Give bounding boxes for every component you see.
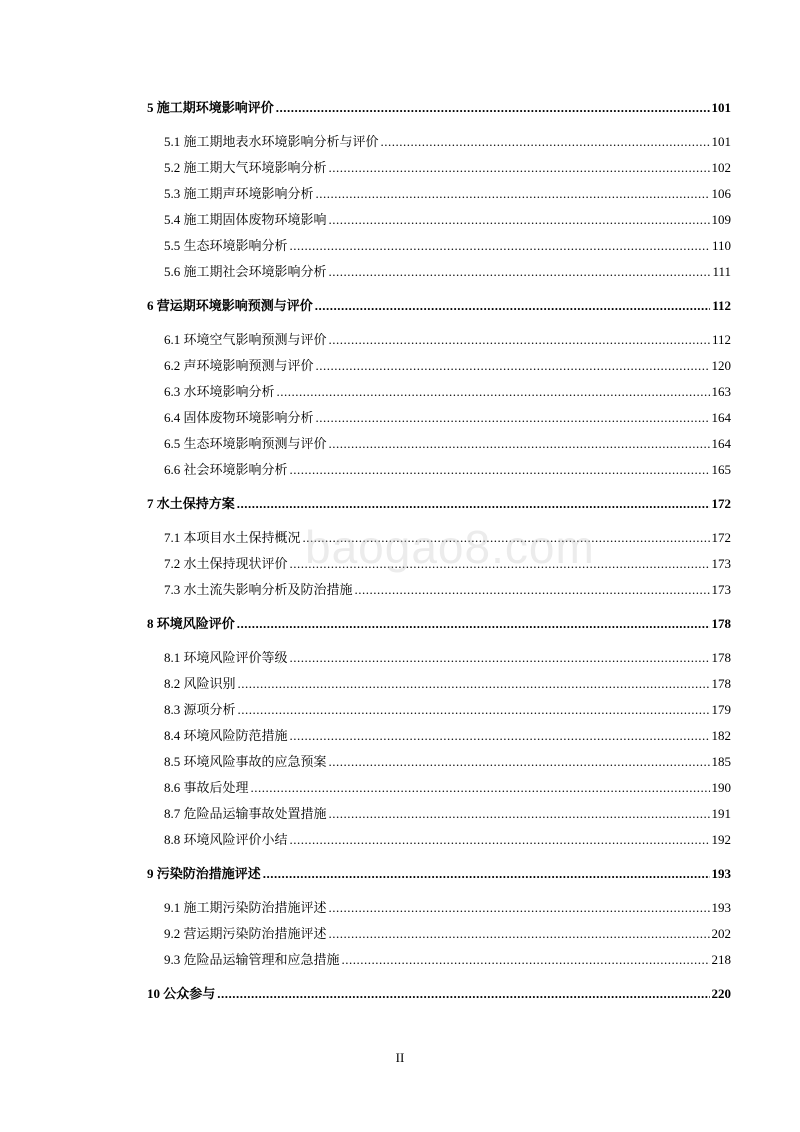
toc-leader-dots (290, 723, 710, 749)
toc-entry-page: 120 (711, 358, 731, 373)
toc-entry-page: 182 (711, 728, 731, 743)
toc-section-entry[interactable] (147, 577, 731, 603)
toc-entry-label: 8.7 危险品运输事故处置措施 (164, 806, 327, 821)
toc-chapter-entry[interactable] (147, 981, 731, 1007)
toc-section-entry[interactable] (147, 947, 731, 973)
toc-entry-page: 218 (711, 952, 731, 967)
toc-leader-dots (329, 801, 710, 827)
toc-section-entry[interactable] (147, 129, 731, 155)
toc-entry-label: 6.3 水环境影响分析 (164, 384, 275, 399)
toc-entry-label: 5.1 施工期地表水环境影响分析与评价 (164, 134, 379, 149)
toc-leader-dots (355, 577, 710, 603)
toc-leader-dots (251, 775, 710, 801)
toc-leader-dots (316, 181, 710, 207)
toc-section-entry[interactable] (147, 921, 731, 947)
toc-entry-label: 7.2 水土保持现状评价 (164, 556, 288, 571)
toc-section-entry[interactable] (147, 645, 731, 671)
toc-leader-dots (329, 207, 710, 233)
toc-entry-label: 5.2 施工期大气环境影响分析 (164, 160, 327, 175)
toc-entry-page: 173 (711, 582, 731, 597)
toc-entry-page: 102 (711, 160, 731, 175)
toc-entry-page: 163 (711, 384, 731, 399)
toc-leader-dots (238, 671, 710, 697)
toc-chapter-entry[interactable] (147, 491, 731, 517)
toc-entry-page: 172 (711, 530, 731, 545)
toc-section-entry[interactable] (147, 895, 731, 921)
toc-entry-label: 5.6 施工期社会环境影响分析 (164, 264, 327, 279)
toc-section-entry[interactable] (147, 181, 731, 207)
toc-leader-dots (329, 749, 710, 775)
toc-entry-label: 5 施工期环境影响评价 (147, 100, 274, 115)
toc-section-entry[interactable] (147, 827, 731, 853)
toc-entry-label: 5.3 施工期声环境影响分析 (164, 186, 314, 201)
toc-leader-dots (329, 327, 710, 353)
toc-entry-label: 8.1 环境风险评价等级 (164, 650, 288, 665)
toc-leader-dots (316, 353, 710, 379)
toc-entry-label: 9 污染防治措施评述 (147, 866, 261, 881)
toc-leader-dots (263, 861, 710, 887)
toc-entry-label: 9.3 危险品运输管理和应急措施 (164, 952, 340, 967)
toc-section-entry[interactable] (147, 379, 731, 405)
toc-leader-dots (329, 155, 710, 181)
toc-leader-dots (381, 129, 710, 155)
toc-entry-page: 111 (712, 264, 731, 279)
toc-entry-page: 173 (711, 556, 731, 571)
toc-entry-label: 6.2 声环境影响预测与评价 (164, 358, 314, 373)
toc-entry-label: 9.2 营运期污染防治措施评述 (164, 926, 327, 941)
toc-section-entry[interactable] (147, 697, 731, 723)
toc-entry-page: 190 (711, 780, 731, 795)
toc-leader-dots (277, 379, 710, 405)
toc-entry-label: 8.8 环境风险评价小结 (164, 832, 288, 847)
toc-section-entry[interactable] (147, 327, 731, 353)
toc-section-entry[interactable] (147, 353, 731, 379)
toc-section-entry[interactable] (147, 207, 731, 233)
toc-leader-dots (329, 895, 710, 921)
toc-entry-page: 165 (711, 462, 731, 477)
toc-entry-page: 178 (711, 676, 731, 691)
toc-section-entry[interactable] (147, 155, 731, 181)
toc-entry-label: 8.3 源项分析 (164, 702, 236, 717)
toc-entry-page: 112 (712, 298, 731, 313)
toc-entry-label: 7.1 本项目水土保持概况 (164, 530, 301, 545)
toc-entry-page: 101 (711, 134, 731, 149)
toc-entry-label: 6.1 环境空气影响预测与评价 (164, 332, 327, 347)
toc-entry-label: 8 环境风险评价 (147, 616, 235, 631)
toc-section-entry[interactable] (147, 671, 731, 697)
toc-entry-page: 172 (711, 496, 731, 511)
toc-chapter-entry[interactable] (147, 95, 731, 121)
toc-section-entry[interactable] (147, 801, 731, 827)
toc-entry-page: 101 (711, 100, 731, 115)
toc-leader-dots (276, 95, 710, 121)
toc-chapter-entry[interactable] (147, 861, 731, 887)
toc-entry-page: 191 (711, 806, 731, 821)
toc-section-entry[interactable] (147, 431, 731, 457)
toc-entry-page: 202 (711, 926, 731, 941)
toc-entry-label: 9.1 施工期污染防治措施评述 (164, 900, 327, 915)
toc-leader-dots (290, 233, 710, 259)
toc-entry-page: 109 (711, 212, 731, 227)
toc-leader-dots (217, 981, 709, 1007)
toc-section-entry[interactable] (147, 749, 731, 775)
toc-leader-dots (237, 611, 710, 637)
toc-entry-page: 178 (711, 650, 731, 665)
toc-leader-dots (290, 645, 710, 671)
toc-entry-label: 8.6 事故后处理 (164, 780, 249, 795)
toc-entry-label: 8.2 风险识别 (164, 676, 236, 691)
toc-entry-label: 8.5 环境风险事故的应急预案 (164, 754, 327, 769)
toc-entry-label: 5.5 生态环境影响分析 (164, 238, 288, 253)
toc-leader-dots (342, 947, 710, 973)
toc-entry-page: 164 (711, 436, 731, 451)
toc-entry-label: 6.5 生态环境影响预测与评价 (164, 436, 327, 451)
toc-entry-page: 110 (711, 238, 731, 253)
toc-section-entry[interactable] (147, 405, 731, 431)
toc-entry-label: 5.4 施工期固体废物环境影响 (164, 212, 327, 227)
page-number: II (395, 1050, 405, 1065)
toc-leader-dots (329, 921, 710, 947)
toc-entry-page: 220 (711, 986, 731, 1001)
toc-section-entry[interactable] (147, 259, 731, 285)
toc-chapter-entry[interactable] (147, 611, 731, 637)
toc-chapter-entry[interactable] (147, 293, 731, 319)
toc-leader-dots (329, 259, 711, 285)
toc-section-entry[interactable] (147, 233, 731, 259)
toc-entry-page: 193 (711, 900, 731, 915)
toc-entry-label: 6.6 社会环境影响分析 (164, 462, 288, 477)
toc-entry-page: 112 (711, 332, 731, 347)
toc-entry-label: 6.4 固体废物环境影响分析 (164, 410, 314, 425)
toc-entry-page: 192 (711, 832, 731, 847)
toc-entry-page: 179 (711, 702, 731, 717)
toc-entry-page: 193 (711, 866, 731, 881)
toc-section-entry[interactable] (147, 775, 731, 801)
toc-leader-dots (290, 827, 710, 853)
toc-entry-label: 6 营运期环境影响预测与评价 (147, 298, 313, 313)
toc-entry-label: 7 水土保持方案 (147, 496, 235, 511)
toc-entry-page: 164 (711, 410, 731, 425)
toc-leader-dots (237, 491, 710, 517)
toc-entry-page: 106 (711, 186, 731, 201)
toc-leader-dots (290, 457, 710, 483)
toc-entry-label: 10 公众参与 (147, 986, 216, 1001)
toc-leader-dots (316, 405, 710, 431)
toc-section-entry[interactable] (147, 723, 731, 749)
toc-leader-dots (238, 697, 710, 723)
toc-leader-dots (329, 431, 710, 457)
watermark: baogao8.com (305, 521, 595, 573)
toc-entry-label: 7.3 水土流失影响分析及防治措施 (164, 582, 353, 597)
toc-entry-page: 178 (711, 616, 731, 631)
toc-leader-dots (315, 293, 710, 319)
toc-entry-label: 8.4 环境风险防范措施 (164, 728, 288, 743)
toc-section-entry[interactable] (147, 457, 731, 483)
toc-entry-page: 185 (711, 754, 731, 769)
